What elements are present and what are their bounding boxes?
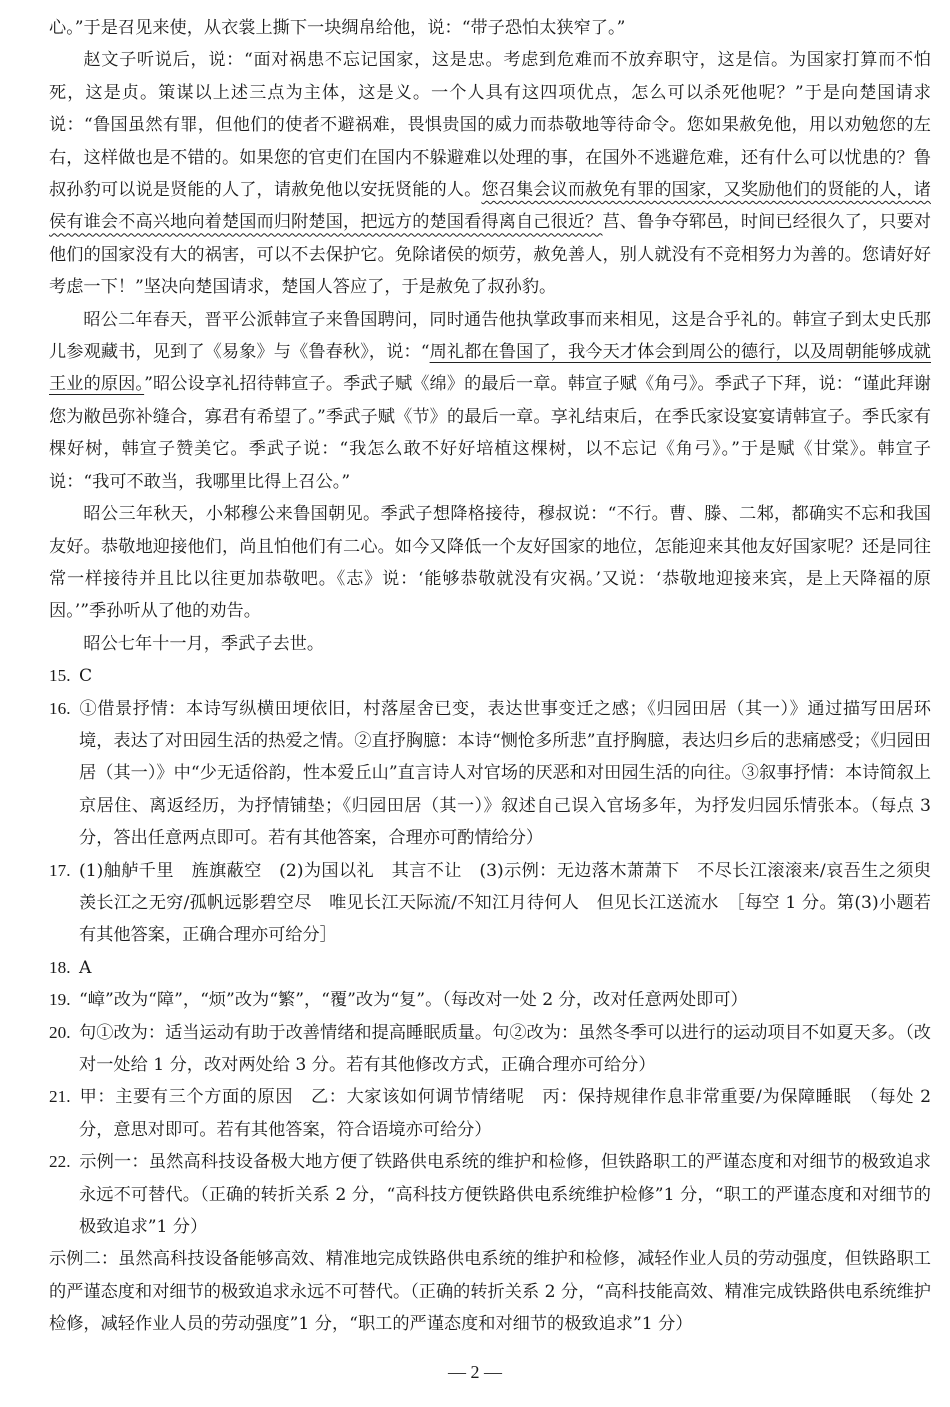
answer-19 [49,984,931,1016]
answer-text: 甲：主要有三个方面的原因 乙：大家该如何调节情绪呢 丙：保持规律作息非常重要/为保障睡眠 （每处 2 分，意思对即可。若有其他答案，符合语境亦可给分） [79,1087,931,1140]
answer-number: 22. [49,1152,71,1172]
answer-21 [49,1081,931,1146]
answer-text: C [79,666,93,687]
paragraph-text: 昭公二年春天，晋平公派韩宣子来鲁国聘问，同时通告他执掌政事而来相见，这是合乎礼的。韩宣子到太史氏那儿参观藏书，见到了《易象》与《鲁春秋》，说：“ [49,309,931,363]
page-number: — 2 — [448,1362,502,1382]
answer-22-example-2: 示例二：虽然高科技设备能够高效、精准地完成铁路供电系统的维护和检修，减轻作业人员的劳动强度，但铁路职工的严谨态度和对细节的极致追求永远不可替代。（正确的转折关系 2 分，“高科技能高效、精准完成铁路供电系统维护检修，减轻作业人员的劳动强度”1 分，“职工的严谨态度和对细节的极致追求”1 分） [49,1249,931,1335]
answer-number: 17. [49,860,71,880]
paragraph-zhao-wenzi [49,44,931,303]
underlined-sentence: 周礼都在鲁国了，我今天才体会到周公的德行，以及周朝能够成就王业的原因。 [49,342,931,395]
answer-number: 20. [49,1022,71,1042]
paragraph-zhaogong-7: 昭公七年十一月，季武子去世。 [83,633,325,654]
paragraph-zhaogong-3: 昭公三年秋天，小邾穆公来鲁国朝见。季武子想降格接待，穆叔说：“不行。曹、滕、二邾，都确实不忘和我国友好。恭敬地迎接他们，尚且怕他们有二心。如今又降低一个友好国家的地位，怎能迎来其他友好国家呢？还是同往常一样接待并且比以往更加恭敬吧。《志》说：‘能够恭敬就没有灾祸。’又说：‘恭敬地迎接来宾，是上天降福的原因。’”季孙听从了他的劝告。 [49,504,931,622]
wavy-underlined-sentence: 您召集会议而赦免有罪的国家，又奖励他们的贤能的人，诸侯有谁会不高兴地向着楚国而归附楚国，把远方的楚国看得离自己很近？ [49,180,931,233]
answer-16 [49,693,931,855]
answer-text: (1)舳舻千里 旌旗蔽空 (2)为国以礼 其言不让 (3)示例：无边落木萧萧下 不尽长江滚滚来/哀吾生之须臾 羡长江之无穷/孤帆远影碧空尽 唯见长江天际流/不知江月待何人 但见长江送流水 ［每空 1 分。第(3)小题若有其他答案，正确合理亦可给分］ [79,860,949,946]
answer-15 [49,660,931,692]
answer-number: 15. [49,666,71,686]
answer-number: 16. [49,698,71,718]
answer-text: “嶂”改为“障”，“烦”改为“繁”，“覆”改为“复”。（每改对一处 2 分，改对任意两处即可） [79,990,748,1011]
document-page [49,12,949,1372]
answer-number: 19. [49,990,71,1010]
answer-example-1: 示例一：虽然高科技设备极大地方便了铁路供电系统的维护和检修，但铁路职工的严谨态度和对细节的极致追求永远不可替代。（正确的转折关系 2 分，“高科技方便铁路供电系统维护检修”1 分，“职工的严谨态度和对细节的极致追求”1 分） [79,1152,931,1238]
answer-text: A [79,957,92,978]
answer-text: 句①改为：适当运动有助于改善情绪和提高睡眠质量。句②改为：虽然冬季可以进行的运动项目不如夏天多。（改对一处给 1 分，改对两处给 3 分。若有其他修改方式，正确合理亦可给分） [79,1022,931,1075]
paragraph-zhaogong-2 [49,304,931,498]
paragraph-text: ”昭公设享礼招待韩宣子。季武子赋《绵》的最后一章。韩宣子赋《角弓》。季武子下拜，说：“谨此拜谢您为敝邑弥补缝合，寡君有希望了。”季武子赋《节》的最后一章。享礼结束后，在季氏家设宴宴请韩宣子。季氏家有棵好树，韩宣子赞美它。季武子说：“我怎么敢不好好培植这棵树，以不忘记《角弓》。”于是赋《甘棠》。韩宣子说：“我可不敢当，我哪里比得上召公。” [49,374,931,492]
answer-17 [49,855,949,952]
answer-number: 18. [49,957,71,977]
paragraph-continuation: 心。”于是召见来使，从衣裳上撕下一块绸帛给他，说：“带子恐怕太狭窄了。” [49,18,626,38]
answer-number: 21. [49,1087,71,1107]
paragraph-text: 赵文子听说后，说：“面对祸患不忘记国家，这是忠。考虑到危难而不放弃职守，这是信。为国家打算而不怕死，这是贞。策谋以上述三点为主体，这是义。一个人具有这四项优点，怎么可以杀死他呢？”于是向楚国请求说：“鲁国虽然有罪，但他们的使者不避祸难，畏惧贵国的威力而恭敬地等待命令。您如果赦免他，用以劝勉您的左右，这样做也是不错的。如果您的官吏们在国内不躲避难以处理的事，在国外不逃避危难，还有什么可以忧患的？鲁叔孙豹可以说是贤能的人了，请赦免他以安抚贤能的人。 [49,50,931,201]
answer-20 [49,1017,931,1082]
answer-22 [49,1146,931,1243]
answer-18 [49,952,931,984]
answer-text: ①借景抒情：本诗写纵横田埂依旧，村落屋舍已变，表达世事变迁之感；《归园田居（其一）》通过描写田居环境，表达了对田园生活的热爱之情。②直抒胸臆：本诗“恻怆多所悲”直抒胸臆，表达归乡后的悲痛感受；《归园田居（其一）》中“少无适俗韵，性本爱丘山”直言诗人对官场的厌恶和对田园生活的向往。③叙事抒情：本诗简叙上京居住、离返经历，为抒情铺垫；《归园田居（其一）》叙述自己误入官场多年，为抒发归园乐情张本。（每点 3 分，答出任意两点即可。若有其他答案，合理亦可酌情给分） [79,698,931,849]
paragraph-text: 莒、鲁争夺郓邑，时间已经很久了，只要对他们的国家没有大的祸害，可以不去保护它。免除诸侯的烦劳，赦免善人，别人就没有不竞相努力为善的。您请好好考虑一下！”坚决向楚国请求，楚国人答应了，于是赦免了叔孙豹。 [49,212,931,298]
